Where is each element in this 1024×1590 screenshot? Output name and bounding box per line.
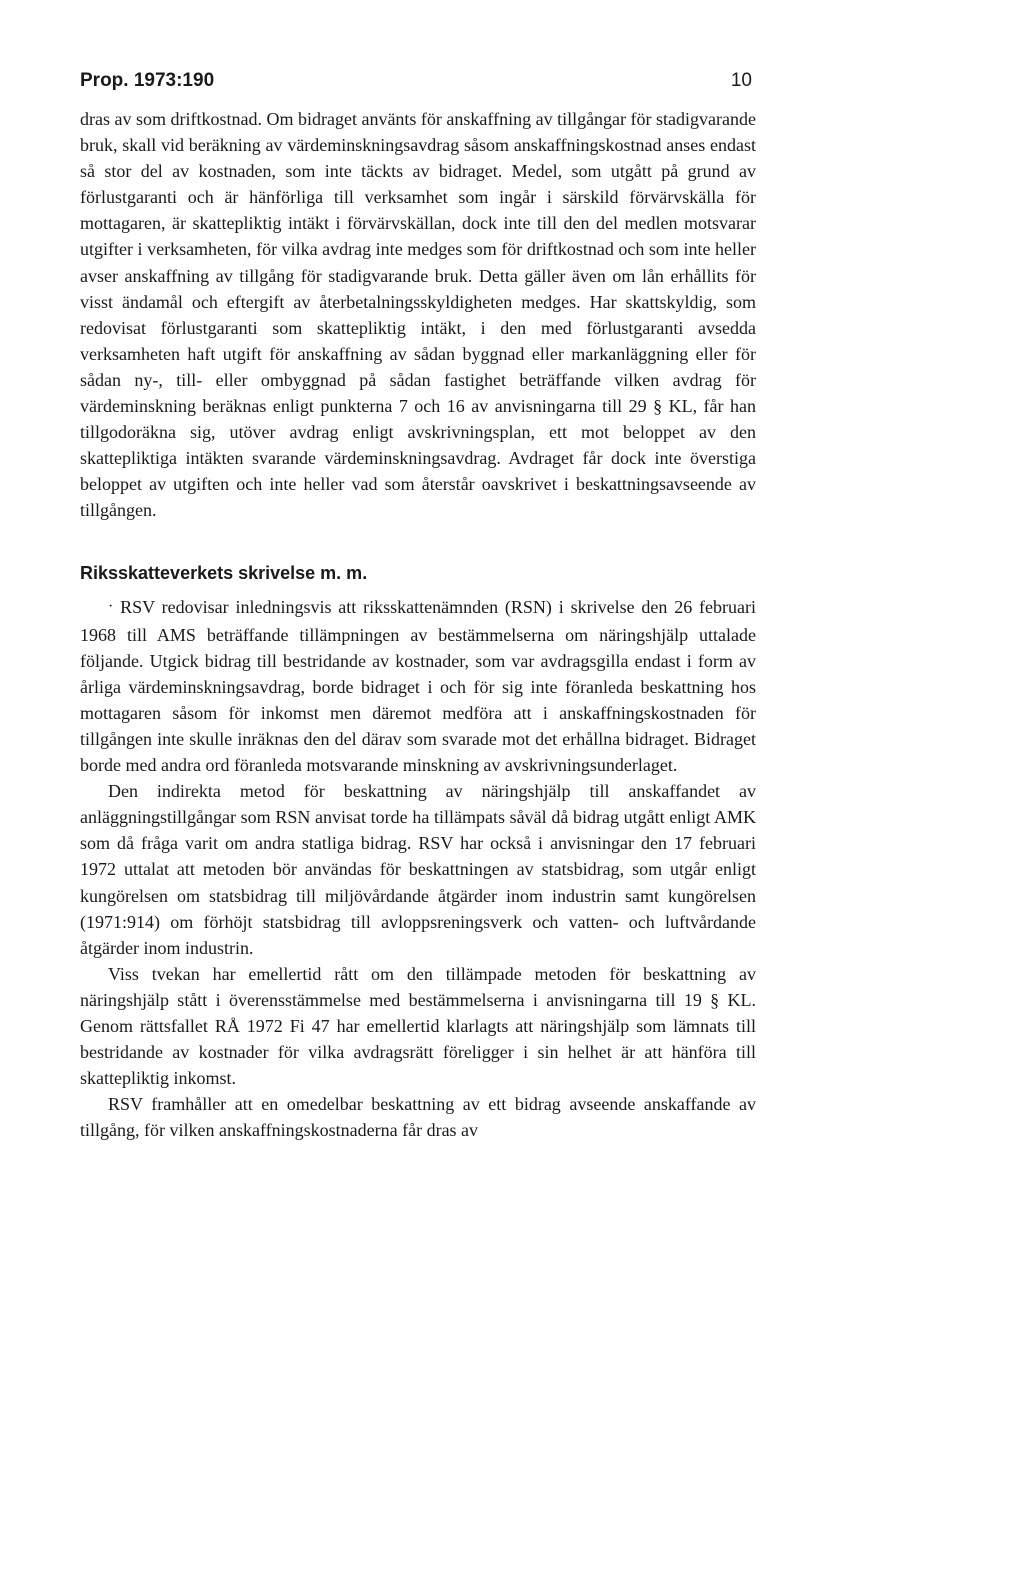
proposition-reference: Prop. 1973:190 [80, 70, 215, 91]
bullet-mark: · [108, 597, 114, 615]
document-page [80, 70, 756, 1143]
paragraph-4: Viss tvekan har emellertid rått om den tillämpade metoden för beskattning av näringshjälp stått i överensstämmelse med bestämmelserna i anvisningarna till 19 § KL. Genom rättsfallet RÅ 1972 Fi 47 har emellertid klarlagts att näringshjälp som lämnats till bestridande av kostnader för vilka avdragsrätt föreligger i sin helhet är att hänföra till skattepliktig inkomst. [80, 963, 756, 1089]
section-heading: Riksskatteverkets skrivelse m. m. [80, 562, 368, 583]
page-header [80, 70, 756, 92]
paragraph-1: dras av som driftkostnad. Om bidraget använts för anskaffning av tillgångar för stadigvarande bruk, skall vid beräkning av värdeminskningsavdrag såsom anskaffningskostnad anses endast så stor del av kostnaden, som inte täckts av bidraget. Medel, som utgått på grund av förlustgaranti och är hänförliga till verksamhet som ingår i särskild förvärvskälla för mottagaren, är skattepliktig intäkt i förvärvskällan, dock inte till den del medlen motsvarar utgifter i verksamheten, för vilka avdrag inte medges som för driftkostnad och som inte heller avser anskaffning av tillgång för stadigvarande bruk. Detta gäller även om lån erhållits för visst ändamål och eftergift av återbetalningsskyldigheten medges. Har skattskyldig, som redovisat förlustgaranti som skattepliktig intäkt, i den med förlustgaranti avsedda verksamheten haft utgift för anskaffning av sådan byggnad eller markanläggning eller för sådan ny-, till- eller ombyggnad på sådan fastighet beträffande vilken avdrag för värdeminskning beräknas enligt punkterna 7 och 16 av anvisningarna till 29 § KL, får han tillgodoräkna sig, utöver avdrag enligt avskrivningsplan, ett mot beloppet av den skattepliktiga intäkten svarande värdeminskningsavdrag. Avdraget får dock inte överstiga beloppet av utgiften och inte heller vad som återstår oavskrivet i beskattningsavseende av tillgången. [80, 109, 756, 521]
paragraph-5: RSV framhåller att en omedelbar beskattning av ett bidrag avseende anskaffande av tillgång, för vilken anskaffningskostnaderna får dras av [80, 1094, 756, 1141]
paragraph-2-text: RSV redovisar inledningsvis att riksskattenämnden (RSN) i skrivelse den 26 februari 1968 till AMS beträffande tillämpningen av bestämmelserna om näringshjälp uttalade följande. Utgick bidrag till bestridande av kostnader, som var avdragsgilla endast i form av årliga värdeminskningsavdrag, borde bidraget i och för sig inte föranleda beskattning hos mottagaren såsom för inkomst men däremot medföra att i anskaffningskostnaden för tillgången inte skulle inräknas den del därav som svarade mot det erhållna bidraget. Bidraget borde med andra ord föranleda motsvarande minskning av avskrivningsunderlaget. [80, 596, 756, 776]
paragraph-2 [80, 594, 756, 779]
paragraph-3: Den indirekta metod för beskattning av näringshjälp till anskaffandet av anläggningstillgångar som RSN anvisat torde ha tillämpats såväl då bidrag utgått enligt AMK som då fråga varit om andra statliga bidrag. RSV har också i anvisningar den 17 februari 1972 uttalat att metoden bör användas för beskattningen av statsbidrag, som utgår enligt kungörelsen om statsbidrag till miljövårdande åtgärder inom industrin samt kungörelsen (1971:914) om förhöjt statsbidrag till avloppsreningsverk och vatten- och luftvårdande åtgärder inom industrin. [80, 781, 756, 958]
page-number: 10 [730, 70, 752, 91]
